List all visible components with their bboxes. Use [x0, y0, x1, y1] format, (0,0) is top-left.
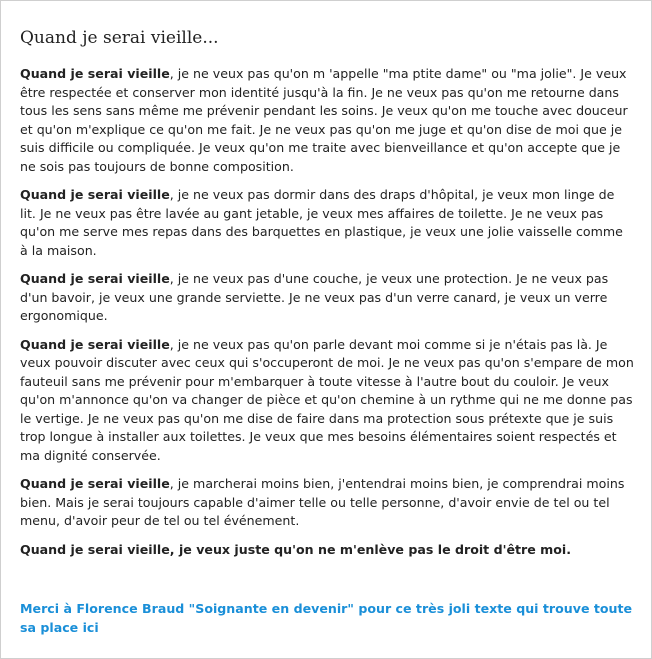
- paragraph-text: , je ne veux pas dormir dans des draps d'hôpital, je veux mon linge de lit. Je ne veux pas être lavée au gant jetable, je veux mes affaires de toilette. Je ne veux pas qu'on me serve mes repas dans des barquettes en plastique, je veux une jolie vaisselle comme à la maison.: [20, 187, 623, 258]
- paragraph-lead: Quand je serai vieille: [20, 476, 170, 491]
- paragraph-text: , je ne veux pas d'une couche, je veux une protection. Je ne veux pas d'un bavoir, je veux une grande serviette. Je ne veux pas d'un verre canard, je veux un verre ergonomique.: [20, 271, 609, 323]
- paragraph-lead: Quand je serai vieille: [20, 271, 170, 286]
- paragraph: [20, 270, 634, 326]
- paragraph-lead: Quand je serai vieille: [20, 66, 170, 81]
- paragraph-text: , je ne veux pas qu'on m 'appelle "ma ptite dame" ou "ma jolie". Je veux être respectée et conserver mon identité jusqu'à la fin. Je ne veux pas qu'on me retourne dans tous les sens sans même me prévenir pendant les soins. Je veux qu'on me touche avec douceur et qu'on m'explique ce qu'on me fait. Je ne veux pas qu'on me juge et qu'on dise de moi que je suis difficile ou compliquée. Je veux qu'on me traite avec bienveillance et qu'on accepte que je ne sois pas toujours de bonne composition.: [20, 66, 628, 174]
- credit-link[interactable]: Merci à Florence Braud "Soignante en devenir" pour ce très joli texte qui trouve toute sa place ici: [20, 601, 633, 635]
- paragraph-lead: Quand je serai vieille: [20, 187, 170, 202]
- paragraph: [20, 475, 634, 531]
- article-title: Quand je serai vieille...: [20, 28, 219, 48]
- paragraph: [20, 336, 634, 466]
- paragraph: [20, 186, 634, 260]
- paragraph-lead: Quand je serai vieille: [20, 336, 170, 352]
- closing-statement: Quand je serai vieille, je veux juste qu'on ne m'enlève pas le droit d'être moi.: [20, 541, 572, 557]
- article-body: [20, 65, 634, 569]
- paragraph-text: , je marcherai moins bien, j'entendrai moins bien, je comprendrai moins bien. Mais je serai toujours capable d'aimer telle ou telle personne, d'avoir envie de tel ou tel menu, d'avoir peur de tel ou tel événement.: [20, 476, 625, 528]
- paragraph-text: , je ne veux pas qu'on parle devant moi comme si je n'étais pas là. Je veux pouvoir discuter avec ceux qui s'occuperont de moi. Je ne veux pas qu'on s'empare de mon fauteuil sans me prévenir pour m'embarquer à toute vitesse à l'autre bout du couloir. Je veux qu'on m'annonce qu'on va changer de pièce et qu'on chemine à un rythme qui ne me donne pas le vertige. Je ne veux pas qu'on me dise de faire dans ma protection sous prétexte que je suis trop longue à installer aux toilettes. Je veux que mes besoins élémentaires soient respectés et ma dignité conservée.: [20, 336, 634, 463]
- paragraph: [20, 65, 634, 176]
